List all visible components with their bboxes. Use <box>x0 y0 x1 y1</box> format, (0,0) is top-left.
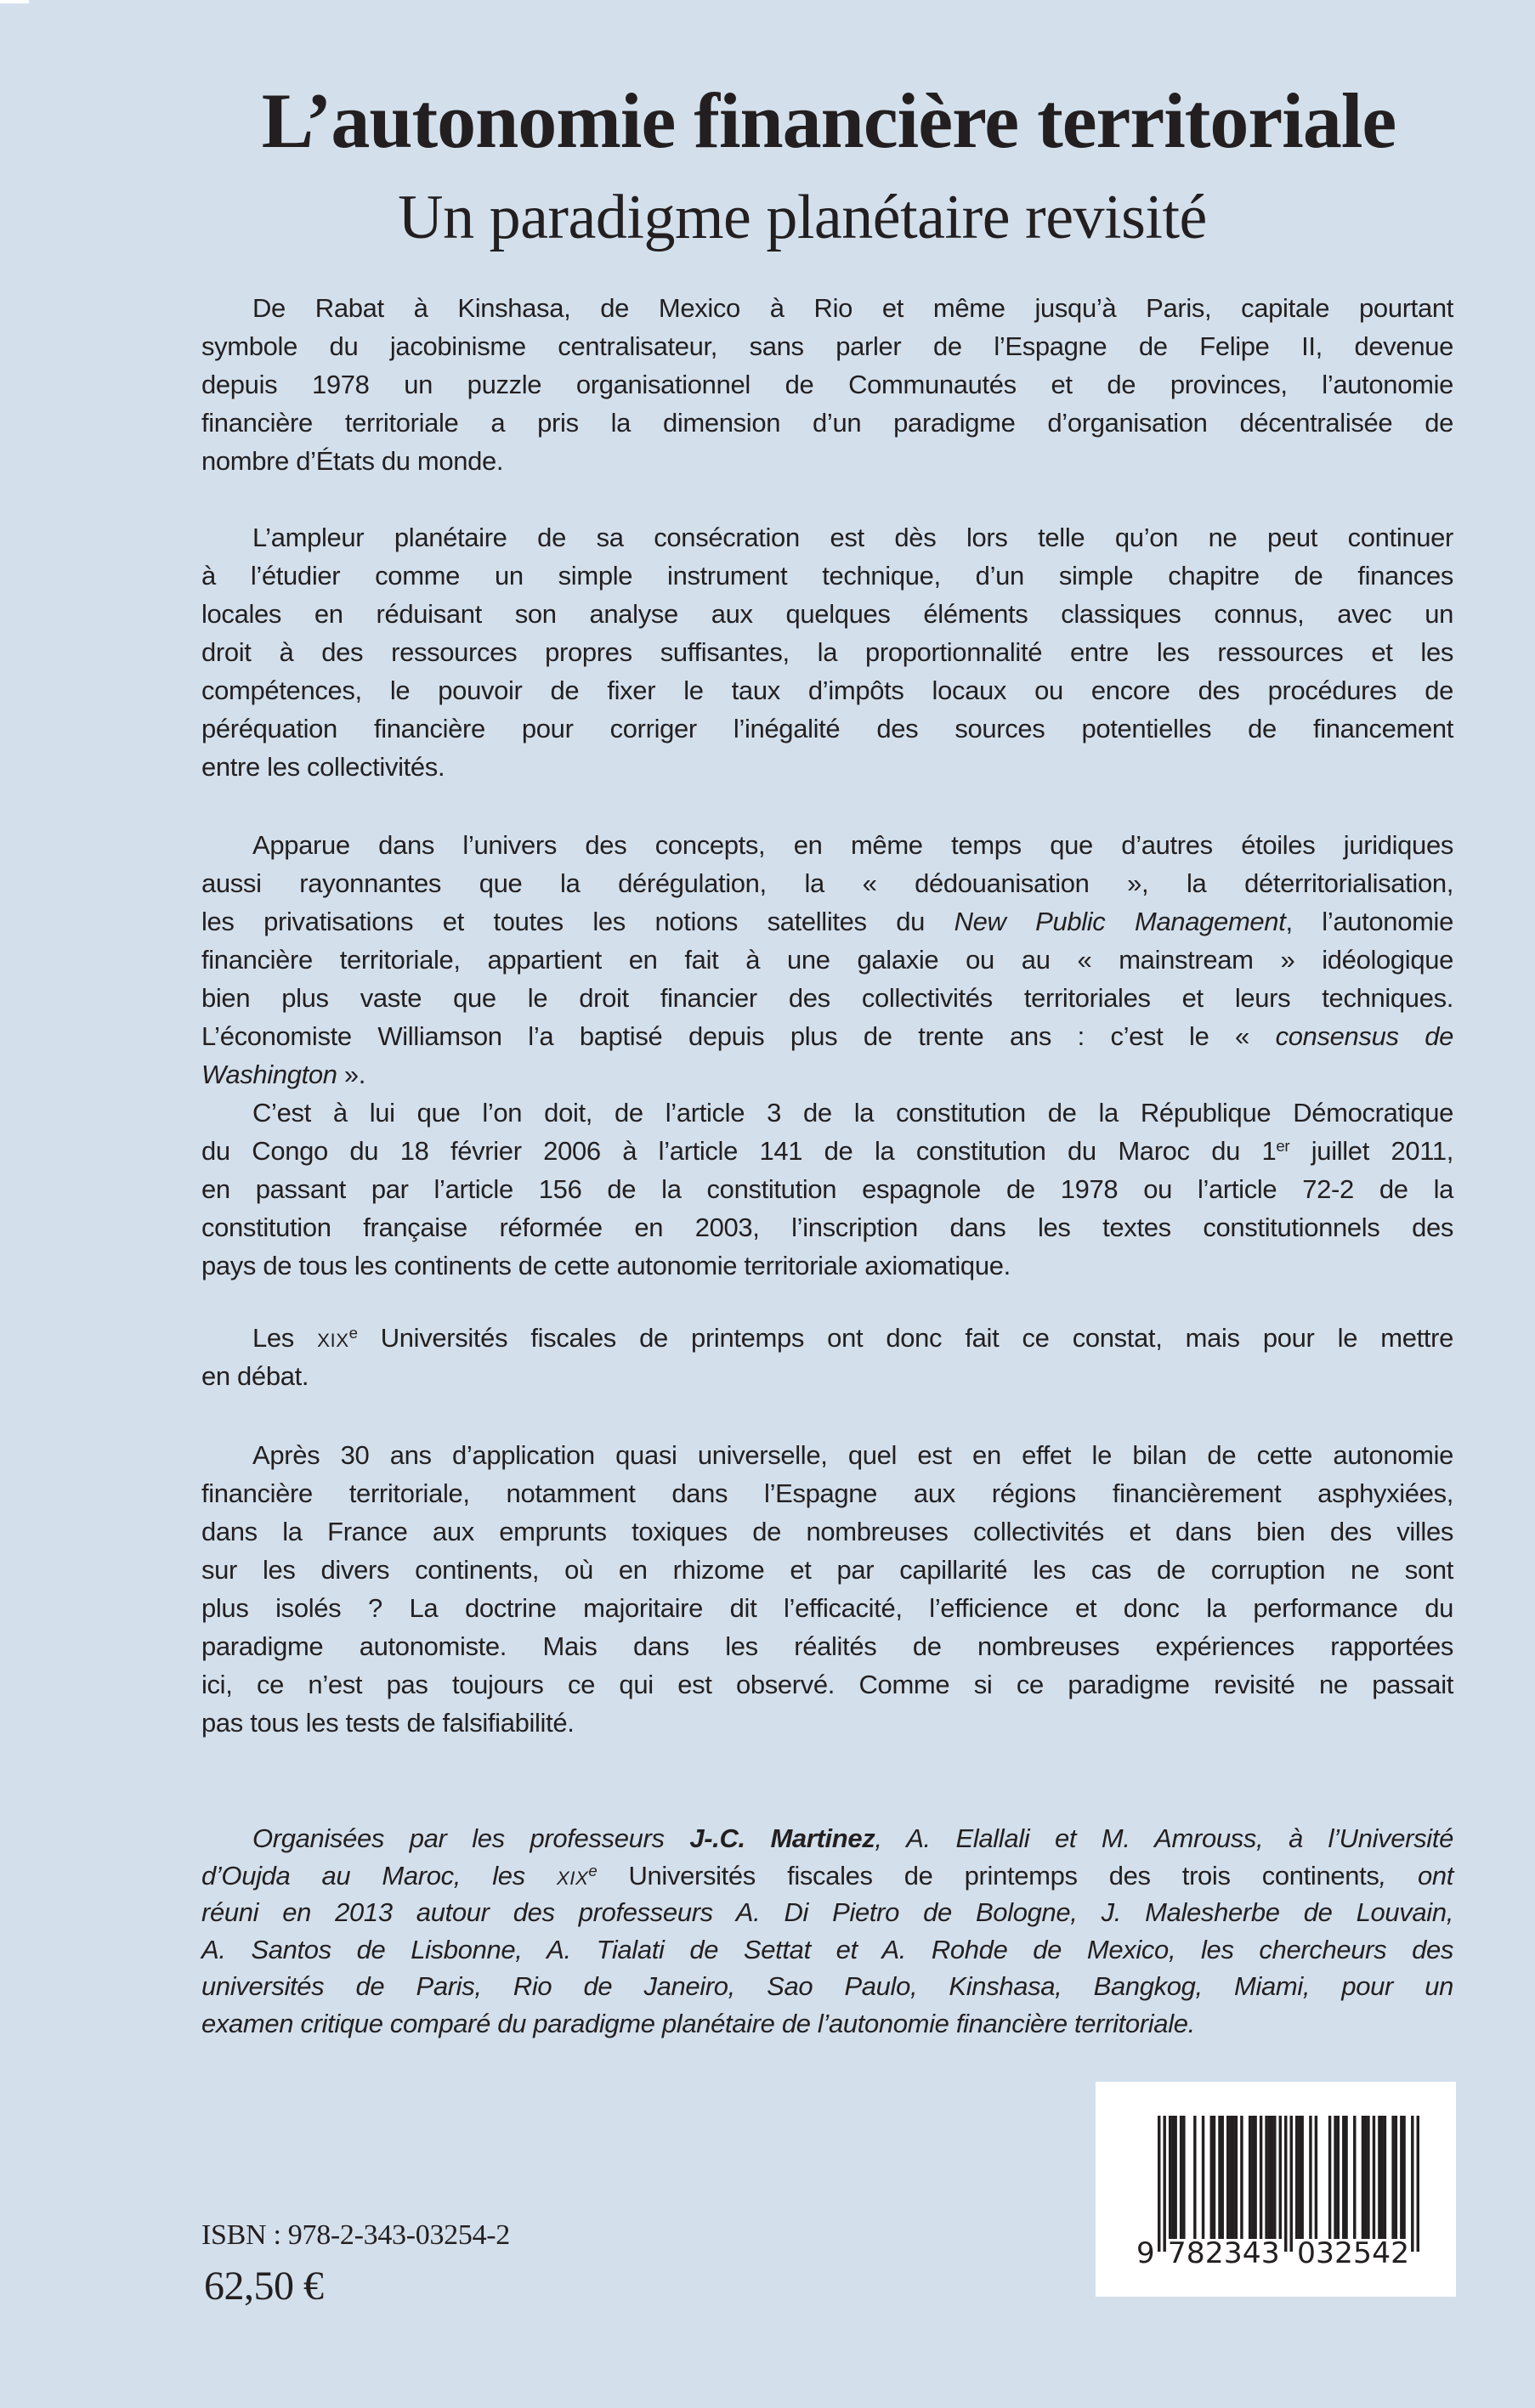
text-normal: Universités fiscales de printemps des trois continents <box>597 1860 1379 1891</box>
text-line <box>201 1665 1453 1704</box>
text-run: symbole du jacobinisme centralisateur, sans parler de l’Espagne de Felipe II, devenue <box>201 331 1453 361</box>
text-sup: er <box>1276 1136 1290 1155</box>
text-line <box>201 1436 1453 1474</box>
text-run: depuis 1978 un puzzle organisationnel de Communautés et de provinces, l’autonomie <box>201 370 1453 399</box>
text-run: les privatisations et toutes les notions satellites du <box>201 907 954 936</box>
text-run: Apparue dans l’univers des concepts, en même temps que d’autres étoiles juridiques <box>252 830 1453 860</box>
text-line <box>201 557 1453 595</box>
text-run: pas tous les tests de falsifiabilité. <box>201 1708 575 1738</box>
text-line <box>201 1170 1453 1208</box>
paragraph-5 <box>201 1319 1453 1395</box>
text-run: nombre d’États du monde. <box>201 446 504 476</box>
text-line <box>201 1551 1453 1589</box>
paragraph-3 <box>201 826 1453 1094</box>
text-line <box>201 671 1453 709</box>
text-run: péréquation financière pour corriger l’inégalité des sources potentielles de financement <box>201 714 1453 743</box>
text-run: paradigme autonomiste. Mais dans les réalités de nombreuses expériences rapportées <box>201 1631 1453 1661</box>
text-line <box>201 1589 1453 1627</box>
text-run: financière territoriale a pris la dimension d’un paradigme d’organisation décentralisée de <box>201 408 1453 438</box>
text-run: locales en réduisant son analyse aux quelques éléments classiques connus, avec un <box>201 599 1453 629</box>
price-label: 62,50 € <box>204 2264 324 2309</box>
text-line <box>201 864 1453 902</box>
text-line <box>201 2005 1453 2043</box>
text-run: , l’autonomie <box>1285 907 1453 936</box>
text-run: à l’étudier comme un simple instrument technique, d’un simple chapitre de finances <box>201 561 1453 591</box>
text-line <box>201 1208 1453 1246</box>
text-run: financière territoriale, appartient en fait à une galaxie ou au « mainstream » idéologique <box>201 945 1453 975</box>
text-run: ici, ce n’est pas toujours ce qui est observé. Comme si ce paradigme revisité ne passait <box>201 1670 1453 1699</box>
text-line <box>201 1931 1453 1969</box>
text-line <box>201 327 1453 365</box>
text-run: Les <box>252 1323 318 1353</box>
text-run: aussi rayonnantes que la dérégulation, la « dédouanisation », la déterritorialisation, <box>201 868 1453 898</box>
text-smallcaps: XIX <box>317 1330 349 1351</box>
text-line <box>201 1704 1453 1742</box>
svg-text:9: 9 <box>1136 2236 1155 2270</box>
text-line <box>201 442 1453 480</box>
text-line <box>201 518 1453 557</box>
text-line <box>201 595 1453 633</box>
text-line <box>201 979 1453 1017</box>
text-bold: J-.C. Martinez <box>689 1823 875 1853</box>
text-run: C’est à lui que l’on doit, de l’article 3 de la constitution de la République Démocratique <box>252 1098 1453 1128</box>
text-line <box>201 1357 1453 1395</box>
text-run: constitution française réformée en 2003, l’inscription dans les textes constitutionnels des <box>201 1212 1453 1242</box>
text-line <box>201 365 1453 404</box>
text-run: De Rabat à Kinshasa, de Mexico à Rio et même jusqu’à Paris, capitale pourtant <box>252 293 1453 323</box>
text-run: Organisées par les professeurs <box>252 1823 690 1853</box>
text-line <box>201 902 1453 941</box>
text-line <box>201 748 1453 786</box>
paragraph-6 <box>201 1436 1453 1742</box>
text-run: droit à des ressources propres suffisantes, la proportionnalité entre les ressources et les <box>201 637 1453 667</box>
paragraph-1 <box>201 289 1453 480</box>
text-line <box>201 1246 1453 1285</box>
paragraph-7 <box>201 1820 1453 2043</box>
text-run: plus isolés ? La doctrine majoritaire dit l’efficacité, l’efficience et donc la performance du <box>201 1593 1453 1623</box>
paragraph-4 <box>201 1094 1453 1285</box>
text-line <box>201 1319 1453 1357</box>
text-smallcaps: XIX <box>556 1867 589 1889</box>
text-line <box>201 1820 1453 1857</box>
text-run: compétences, le pouvoir de fixer le taux d’impôts locaux ou encore des procédures de <box>201 675 1453 705</box>
text-line <box>201 941 1453 979</box>
book-subtitle: Un paradigme planétaire revisité <box>398 183 1207 252</box>
text-line <box>201 709 1453 748</box>
text-run: , A. Elallali et M. Amrouss, à l’Université <box>875 1823 1453 1853</box>
text-italic: consensus de <box>1275 1021 1453 1051</box>
text-run: dans la France aux emprunts toxiques de nombreuses collectivités et dans bien des villes <box>201 1517 1453 1546</box>
text-run: Après 30 ans d’application quasi universelle, quel est en effet le bilan de cette autonomie <box>252 1440 1453 1470</box>
text-sup: e <box>348 1323 358 1342</box>
text-line <box>201 1894 1453 1931</box>
text-run: juillet 2011, <box>1289 1136 1453 1166</box>
barcode <box>1096 2082 1456 2297</box>
text-run: bien plus vaste que le droit financier des collectivités territoriales et leurs techniques. <box>201 983 1453 1013</box>
text-run: du Congo du 18 février 2006 à l’article 141 de la constitution du Maroc du 1 <box>201 1136 1277 1166</box>
text-line <box>201 1132 1453 1170</box>
corner-trim-mark <box>0 0 29 3</box>
text-sup: e <box>588 1861 598 1879</box>
text-italic: Washington <box>201 1060 337 1089</box>
text-run: entre les collectivités. <box>201 752 445 782</box>
text-run: réuni en 2013 autour des professeurs A. Di Pietro de Bologne, J. Malesherbe de Louvain, <box>201 1897 1453 1928</box>
text-line <box>201 1055 1453 1094</box>
text-run: L’économiste Williamson l’a baptisé depuis plus de trente ans : c’est le « <box>201 1021 1276 1051</box>
text-line <box>201 1968 1453 2005</box>
text-line <box>201 1474 1453 1512</box>
text-run: pays de tous les continents de cette autonomie territoriale axiomatique. <box>201 1251 1011 1280</box>
text-run: financière territoriale, notamment dans l’Espagne aux régions financièrement asphyxiées, <box>201 1478 1453 1508</box>
barcode-icon <box>1096 2082 1456 2297</box>
text-run: ». <box>337 1060 366 1089</box>
paragraph-2 <box>201 518 1453 786</box>
text-run: Universités fiscales de printemps ont donc fait ce constat, mais pour le mettre <box>357 1323 1453 1353</box>
text-run: en débat. <box>201 1361 309 1391</box>
text-run: d’Oujda au Maroc, les <box>201 1860 557 1891</box>
text-run: en passant par l’article 156 de la constitution espagnole de 1978 ou l’article 72-2 de la <box>201 1174 1453 1204</box>
book-title: L’autonomie financière territoriale <box>261 77 1396 164</box>
text-run: , ont <box>1379 1860 1453 1891</box>
text-run: A. Santos de Lisbonne, A. Tialati de Settat et A. Rohde de Mexico, les chercheurs des <box>201 1934 1453 1964</box>
text-line <box>201 826 1453 864</box>
text-line <box>201 1094 1453 1132</box>
text-run: L’ampleur planétaire de sa consécration est dès lors telle qu’on ne peut continuer <box>252 523 1453 552</box>
text-run: universités de Paris, Rio de Janeiro, Sao Paulo, Kinshasa, Bangkog, Miami, pour un <box>201 1971 1453 2002</box>
text-line <box>201 1627 1453 1665</box>
text-line <box>201 289 1453 327</box>
text-run: examen critique comparé du paradigme planétaire de l’autonomie financière territoriale. <box>201 2008 1195 2038</box>
text-run: sur les divers continents, où en rhizome et par capillarité les cas de corruption ne sont <box>201 1555 1453 1585</box>
text-line <box>201 1017 1453 1055</box>
text-italic: New Public Management <box>954 907 1286 936</box>
svg-text:032542: 032542 <box>1297 2236 1410 2270</box>
text-line <box>201 1857 1453 1895</box>
isbn-label: ISBN : 978-2-343-03254-2 <box>201 2219 510 2251</box>
text-line <box>201 1512 1453 1551</box>
svg-text:782343: 782343 <box>1167 2236 1280 2270</box>
text-line <box>201 633 1453 671</box>
text-line <box>201 404 1453 442</box>
